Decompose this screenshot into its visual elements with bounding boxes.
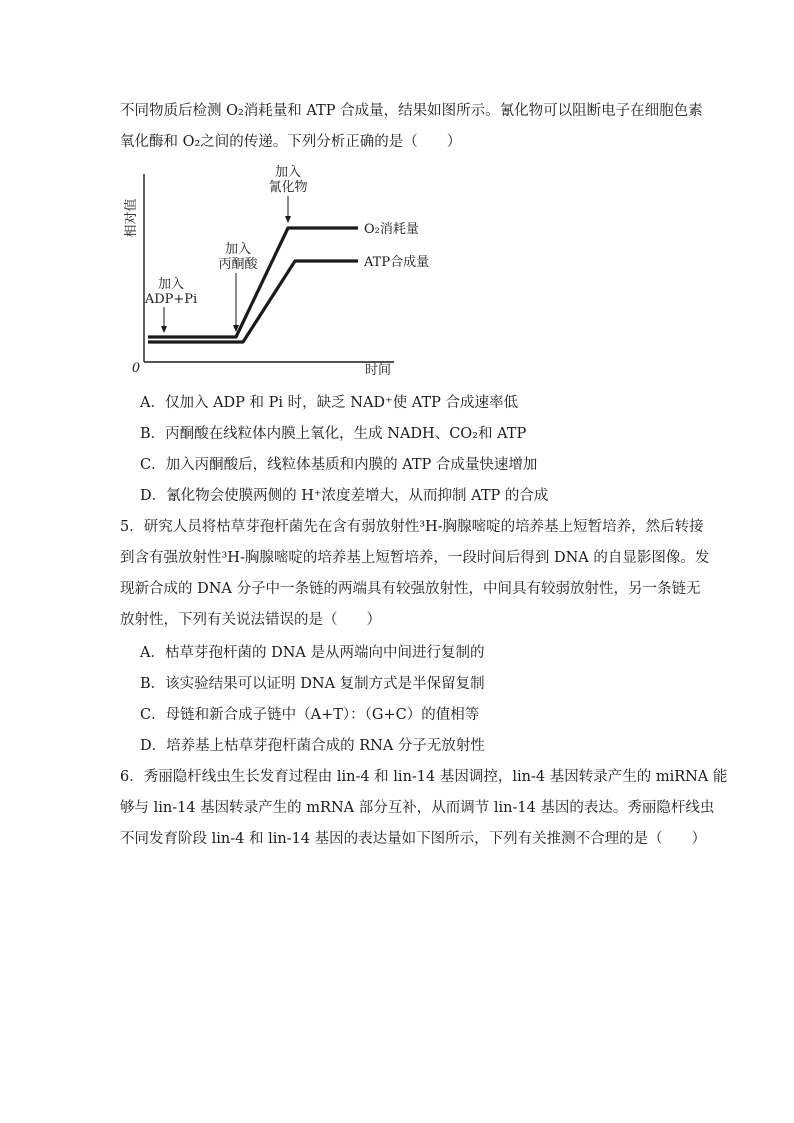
line-figure — [118, 160, 438, 385]
annotation-adp-line2: ADP+Pi — [144, 292, 198, 307]
annotation-cyanide-line1: 加入 — [274, 165, 302, 180]
q4-option-a: A．仅加入 ADP 和 Pi 时，缺乏 NAD⁺使 ATP 合成速率低 — [140, 395, 519, 411]
series-o2-label: O₂消耗量 — [364, 222, 419, 237]
q5-stem-line-1: 5．研究人员将枯草芽孢杆菌先在含有弱放射性³H-胸腺嘧啶的培养基上短暂培养，然后转接 — [120, 519, 704, 535]
annotation-pyruvate-line1: 加入 — [224, 242, 252, 257]
q6-stem-line-1: 6．秀丽隐杆线虫生长发育过程由 lin-4 和 lin-14 基因调控，lin-4 基因转录产生的 miRNA 能 — [120, 769, 728, 785]
q5-option-d: D．培养基上枯草芽孢杆菌合成的 RNA 分子无放射性 — [140, 738, 485, 754]
annotation-adp-line1: 加入 — [157, 277, 185, 292]
annotation-pyruvate-line2: 丙酮酸 — [218, 257, 258, 272]
q4-option-c: C．加入丙酮酸后，线粒体基质和内膜的 ATP 合成量快速增加 — [140, 457, 538, 473]
annotation-adp-arrowhead — [161, 326, 167, 333]
q6-stem-line-3: 不同发育阶段 lin-4 和 lin-14 基因的表达量如下图所示，下列有关推测不合理的是（ ） — [120, 831, 707, 847]
q4-option-d: D．氰化物会使膜两侧的 H⁺浓度差增大，从而抑制 ATP 的合成 — [140, 488, 549, 504]
q5-stem-line-4: 放射性，下列有关说法错误的是（ ） — [120, 612, 381, 628]
q5-stem-line-2: 到含有强放射性³H-胸腺嘧啶的培养基上短暂培养，一段时间后得到 DNA 的自显影图像。发 — [120, 550, 710, 566]
q6-stem-line-2: 够与 lin-14 基因转录产生的 mRNA 部分互补，从而调节 lin-14 基因的表达。秀丽隐杆线虫 — [120, 800, 715, 816]
q5-option-b: B．该实验结果可以证明 DNA 复制方式是半保留复制 — [140, 676, 485, 692]
intro-line-1: 不同物质后检测 O₂消耗量和 ATP 合成量，结果如图所示。氰化物可以阻断电子在细胞色素 — [120, 103, 703, 119]
y-axis-label: 相对值 — [124, 198, 139, 238]
origin-label: 0 — [131, 361, 141, 376]
annotation-cyanide-line2: 氰化物 — [268, 180, 308, 195]
annotation-cyanide-arrowhead — [285, 216, 291, 223]
q4-option-b: B．丙酮酸在线粒体内膜上氧化，生成 NADH、CO₂和 ATP — [140, 426, 527, 442]
series-atp-label: ATP合成量 — [364, 255, 430, 270]
q5-stem-line-3: 现新合成的 DNA 分子中一条链的两端具有较强放射性，中间具有较弱放射性，另一条链无 — [120, 581, 701, 597]
q5-option-a: A．枯草芽孢杆菌的 DNA 是从两端向中间进行复制的 — [140, 645, 485, 661]
q5-option-c: C．母链和新合成子链中（A+T）：（G+C）的值相等 — [140, 707, 480, 723]
x-axis-label: 时间 — [364, 363, 392, 378]
intro-line-2: 氧化酶和 O₂之间的传递。下列分析正确的是（ ） — [120, 134, 462, 150]
